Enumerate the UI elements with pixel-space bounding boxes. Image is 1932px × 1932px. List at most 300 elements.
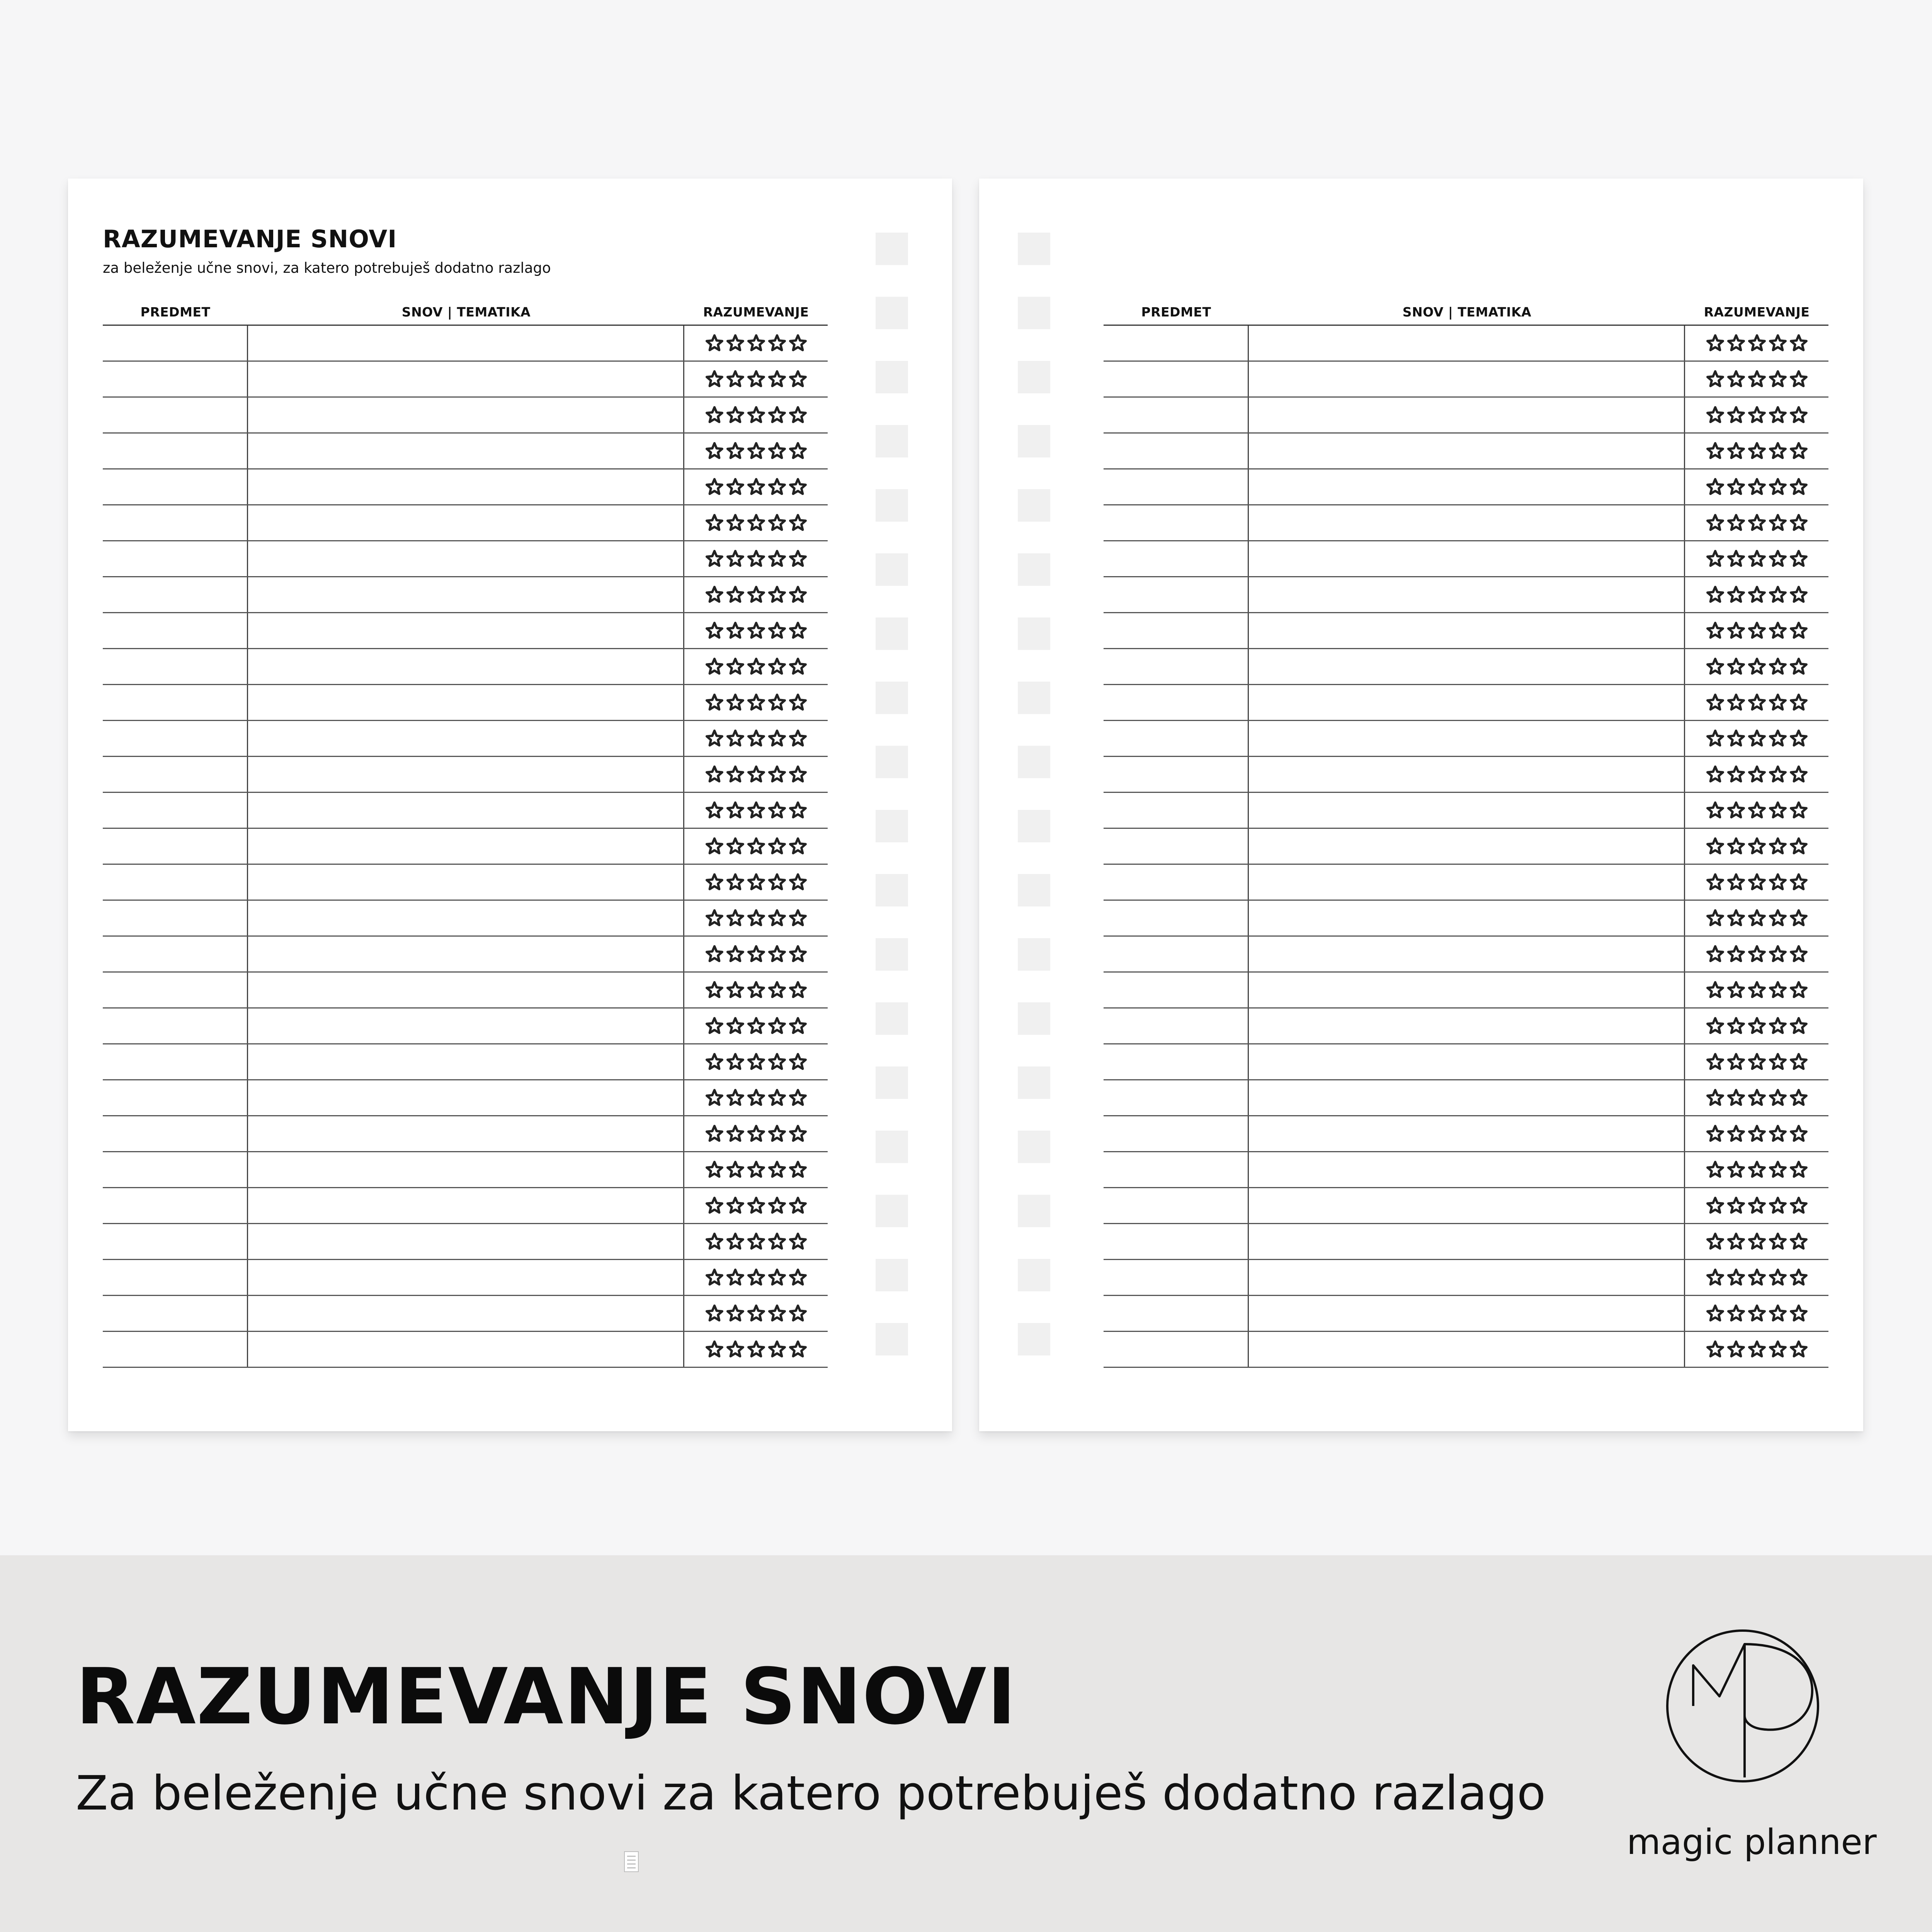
star-outline-icon[interactable]	[768, 765, 786, 784]
star-outline-icon[interactable]	[1727, 406, 1745, 424]
star-outline-icon[interactable]	[1748, 765, 1766, 784]
topic-cell[interactable]	[248, 613, 684, 648]
star-outline-icon[interactable]	[1706, 549, 1725, 568]
topic-cell[interactable]	[248, 1332, 684, 1367]
subject-cell[interactable]	[1104, 1296, 1249, 1331]
star-outline-icon[interactable]	[1706, 1340, 1725, 1359]
topic-cell[interactable]	[1249, 398, 1685, 432]
star-outline-icon[interactable]	[726, 478, 745, 496]
topic-cell[interactable]	[1249, 829, 1685, 864]
star-outline-icon[interactable]	[768, 657, 786, 676]
star-outline-icon[interactable]	[747, 585, 765, 604]
star-outline-icon[interactable]	[1748, 945, 1766, 963]
star-outline-icon[interactable]	[1789, 1232, 1808, 1251]
subject-cell[interactable]	[1104, 793, 1249, 828]
subject-cell[interactable]	[1104, 577, 1249, 612]
subject-cell[interactable]	[103, 326, 248, 361]
side-tab[interactable]	[1018, 553, 1050, 586]
star-outline-icon[interactable]	[705, 1160, 724, 1179]
star-outline-icon[interactable]	[1727, 442, 1745, 460]
star-outline-icon[interactable]	[1706, 1268, 1725, 1287]
topic-cell[interactable]	[1249, 1044, 1685, 1079]
topic-cell[interactable]	[1249, 721, 1685, 756]
star-outline-icon[interactable]	[1789, 585, 1808, 604]
side-tab[interactable]	[876, 1002, 908, 1035]
subject-cell[interactable]	[103, 1080, 248, 1115]
star-outline-icon[interactable]	[1727, 981, 1745, 999]
subject-cell[interactable]	[103, 541, 248, 576]
star-outline-icon[interactable]	[1748, 1124, 1766, 1143]
star-outline-icon[interactable]	[1748, 1304, 1766, 1323]
star-outline-icon[interactable]	[1748, 693, 1766, 712]
star-outline-icon[interactable]	[747, 873, 765, 891]
subject-cell[interactable]	[103, 757, 248, 792]
star-outline-icon[interactable]	[705, 873, 724, 891]
topic-cell[interactable]	[1249, 577, 1685, 612]
star-outline-icon[interactable]	[726, 1017, 745, 1035]
star-outline-icon[interactable]	[726, 693, 745, 712]
star-outline-icon[interactable]	[789, 621, 807, 640]
subject-cell[interactable]	[103, 1009, 248, 1043]
star-outline-icon[interactable]	[705, 657, 724, 676]
star-outline-icon[interactable]	[726, 1160, 745, 1179]
star-outline-icon[interactable]	[1769, 1340, 1787, 1359]
star-outline-icon[interactable]	[726, 1232, 745, 1251]
star-outline-icon[interactable]	[1769, 334, 1787, 352]
topic-cell[interactable]	[1249, 1188, 1685, 1223]
star-outline-icon[interactable]	[1769, 873, 1787, 891]
star-outline-icon[interactable]	[1727, 1196, 1745, 1215]
star-outline-icon[interactable]	[768, 873, 786, 891]
star-outline-icon[interactable]	[1706, 442, 1725, 460]
subject-cell[interactable]	[103, 1296, 248, 1331]
star-outline-icon[interactable]	[726, 873, 745, 891]
subject-cell[interactable]	[1104, 434, 1249, 468]
star-outline-icon[interactable]	[1769, 406, 1787, 424]
topic-cell[interactable]	[1249, 505, 1685, 540]
topic-cell[interactable]	[248, 1116, 684, 1151]
topic-cell[interactable]	[248, 829, 684, 864]
star-outline-icon[interactable]	[789, 981, 807, 999]
star-outline-icon[interactable]	[705, 1017, 724, 1035]
star-outline-icon[interactable]	[768, 370, 786, 388]
star-outline-icon[interactable]	[789, 549, 807, 568]
star-outline-icon[interactable]	[789, 729, 807, 748]
side-tab[interactable]	[876, 682, 908, 714]
star-outline-icon[interactable]	[768, 442, 786, 460]
star-outline-icon[interactable]	[705, 981, 724, 999]
star-outline-icon[interactable]	[789, 1268, 807, 1287]
star-outline-icon[interactable]	[726, 1088, 745, 1107]
star-outline-icon[interactable]	[768, 406, 786, 424]
topic-cell[interactable]	[1249, 685, 1685, 720]
star-outline-icon[interactable]	[705, 478, 724, 496]
star-outline-icon[interactable]	[1789, 729, 1808, 748]
side-tab[interactable]	[876, 553, 908, 586]
star-outline-icon[interactable]	[747, 837, 765, 855]
star-outline-icon[interactable]	[789, 837, 807, 855]
star-outline-icon[interactable]	[768, 1304, 786, 1323]
subject-cell[interactable]	[103, 434, 248, 468]
subject-cell[interactable]	[103, 1044, 248, 1079]
subject-cell[interactable]	[1104, 1116, 1249, 1151]
star-outline-icon[interactable]	[1748, 1268, 1766, 1287]
topic-cell[interactable]	[1249, 937, 1685, 971]
star-outline-icon[interactable]	[1706, 1053, 1725, 1071]
star-outline-icon[interactable]	[1727, 945, 1745, 963]
star-outline-icon[interactable]	[1727, 873, 1745, 891]
star-outline-icon[interactable]	[1727, 729, 1745, 748]
subject-cell[interactable]	[1104, 398, 1249, 432]
topic-cell[interactable]	[1249, 613, 1685, 648]
star-outline-icon[interactable]	[705, 1053, 724, 1071]
star-outline-icon[interactable]	[705, 406, 724, 424]
star-outline-icon[interactable]	[1706, 729, 1725, 748]
subject-cell[interactable]	[1104, 865, 1249, 900]
star-outline-icon[interactable]	[747, 1232, 765, 1251]
star-outline-icon[interactable]	[1706, 406, 1725, 424]
subject-cell[interactable]	[103, 793, 248, 828]
topic-cell[interactable]	[248, 1152, 684, 1187]
star-outline-icon[interactable]	[726, 514, 745, 532]
star-outline-icon[interactable]	[1769, 693, 1787, 712]
topic-cell[interactable]	[1249, 793, 1685, 828]
star-outline-icon[interactable]	[1748, 873, 1766, 891]
star-outline-icon[interactable]	[726, 1268, 745, 1287]
star-outline-icon[interactable]	[1748, 334, 1766, 352]
side-tab[interactable]	[876, 425, 908, 457]
star-outline-icon[interactable]	[789, 1017, 807, 1035]
star-outline-icon[interactable]	[1789, 657, 1808, 676]
star-outline-icon[interactable]	[1769, 1124, 1787, 1143]
side-tab[interactable]	[1018, 1259, 1050, 1291]
star-outline-icon[interactable]	[1727, 1124, 1745, 1143]
topic-cell[interactable]	[1249, 1260, 1685, 1295]
topic-cell[interactable]	[248, 1296, 684, 1331]
star-outline-icon[interactable]	[789, 945, 807, 963]
topic-cell[interactable]	[248, 1188, 684, 1223]
star-outline-icon[interactable]	[1727, 1304, 1745, 1323]
star-outline-icon[interactable]	[1789, 693, 1808, 712]
star-outline-icon[interactable]	[747, 621, 765, 640]
topic-cell[interactable]	[1249, 1009, 1685, 1043]
star-outline-icon[interactable]	[726, 334, 745, 352]
subject-cell[interactable]	[1104, 1188, 1249, 1223]
star-outline-icon[interactable]	[705, 621, 724, 640]
star-outline-icon[interactable]	[1789, 909, 1808, 927]
star-outline-icon[interactable]	[768, 801, 786, 820]
star-outline-icon[interactable]	[747, 334, 765, 352]
star-outline-icon[interactable]	[1748, 514, 1766, 532]
star-outline-icon[interactable]	[789, 1088, 807, 1107]
side-tab[interactable]	[1018, 297, 1050, 329]
subject-cell[interactable]	[1104, 1224, 1249, 1259]
star-outline-icon[interactable]	[747, 729, 765, 748]
star-outline-icon[interactable]	[726, 621, 745, 640]
star-outline-icon[interactable]	[768, 478, 786, 496]
star-outline-icon[interactable]	[1789, 442, 1808, 460]
star-outline-icon[interactable]	[1769, 1304, 1787, 1323]
subject-cell[interactable]	[103, 901, 248, 935]
subject-cell[interactable]	[1104, 362, 1249, 396]
star-outline-icon[interactable]	[1769, 1160, 1787, 1179]
star-outline-icon[interactable]	[789, 1053, 807, 1071]
star-outline-icon[interactable]	[1789, 621, 1808, 640]
star-outline-icon[interactable]	[1748, 585, 1766, 604]
topic-cell[interactable]	[248, 649, 684, 684]
star-outline-icon[interactable]	[1789, 945, 1808, 963]
star-outline-icon[interactable]	[747, 370, 765, 388]
star-outline-icon[interactable]	[1789, 1053, 1808, 1071]
star-outline-icon[interactable]	[1789, 514, 1808, 532]
star-outline-icon[interactable]	[705, 370, 724, 388]
star-outline-icon[interactable]	[1727, 693, 1745, 712]
side-tab[interactable]	[876, 810, 908, 842]
topic-cell[interactable]	[1249, 757, 1685, 792]
star-outline-icon[interactable]	[789, 765, 807, 784]
star-outline-icon[interactable]	[1789, 765, 1808, 784]
star-outline-icon[interactable]	[1706, 909, 1725, 927]
star-outline-icon[interactable]	[726, 801, 745, 820]
star-outline-icon[interactable]	[768, 1160, 786, 1179]
star-outline-icon[interactable]	[1789, 1196, 1808, 1215]
topic-cell[interactable]	[248, 362, 684, 396]
subject-cell[interactable]	[1104, 1332, 1249, 1367]
topic-cell[interactable]	[1249, 541, 1685, 576]
star-outline-icon[interactable]	[789, 693, 807, 712]
side-tab[interactable]	[1018, 233, 1050, 265]
star-outline-icon[interactable]	[1748, 1196, 1766, 1215]
star-outline-icon[interactable]	[1789, 873, 1808, 891]
subject-cell[interactable]	[1104, 829, 1249, 864]
side-tab[interactable]	[876, 874, 908, 906]
topic-cell[interactable]	[1249, 326, 1685, 361]
side-tab[interactable]	[1018, 1323, 1050, 1355]
star-outline-icon[interactable]	[747, 1053, 765, 1071]
star-outline-icon[interactable]	[1727, 765, 1745, 784]
subject-cell[interactable]	[103, 1152, 248, 1187]
topic-cell[interactable]	[248, 757, 684, 792]
subject-cell[interactable]	[1104, 973, 1249, 1007]
star-outline-icon[interactable]	[1748, 406, 1766, 424]
star-outline-icon[interactable]	[1748, 1088, 1766, 1107]
star-outline-icon[interactable]	[768, 1232, 786, 1251]
side-tab[interactable]	[876, 1195, 908, 1227]
topic-cell[interactable]	[248, 973, 684, 1007]
star-outline-icon[interactable]	[726, 765, 745, 784]
subject-cell[interactable]	[1104, 613, 1249, 648]
topic-cell[interactable]	[248, 937, 684, 971]
star-outline-icon[interactable]	[705, 1124, 724, 1143]
star-outline-icon[interactable]	[1727, 657, 1745, 676]
star-outline-icon[interactable]	[747, 693, 765, 712]
star-outline-icon[interactable]	[1706, 693, 1725, 712]
star-outline-icon[interactable]	[1748, 1340, 1766, 1359]
star-outline-icon[interactable]	[1769, 837, 1787, 855]
subject-cell[interactable]	[103, 865, 248, 900]
star-outline-icon[interactable]	[1727, 370, 1745, 388]
star-outline-icon[interactable]	[768, 945, 786, 963]
star-outline-icon[interactable]	[1769, 1017, 1787, 1035]
star-outline-icon[interactable]	[1769, 1053, 1787, 1071]
star-outline-icon[interactable]	[1748, 729, 1766, 748]
star-outline-icon[interactable]	[747, 909, 765, 927]
star-outline-icon[interactable]	[1789, 1124, 1808, 1143]
subject-cell[interactable]	[1104, 469, 1249, 504]
topic-cell[interactable]	[248, 865, 684, 900]
topic-cell[interactable]	[248, 541, 684, 576]
subject-cell[interactable]	[1104, 937, 1249, 971]
subject-cell[interactable]	[1104, 326, 1249, 361]
star-outline-icon[interactable]	[1706, 945, 1725, 963]
star-outline-icon[interactable]	[1769, 370, 1787, 388]
star-outline-icon[interactable]	[1727, 1017, 1745, 1035]
star-outline-icon[interactable]	[1727, 621, 1745, 640]
star-outline-icon[interactable]	[747, 1017, 765, 1035]
star-outline-icon[interactable]	[1769, 442, 1787, 460]
star-outline-icon[interactable]	[1769, 1232, 1787, 1251]
star-outline-icon[interactable]	[747, 549, 765, 568]
star-outline-icon[interactable]	[1748, 981, 1766, 999]
star-outline-icon[interactable]	[747, 1088, 765, 1107]
star-outline-icon[interactable]	[747, 981, 765, 999]
star-outline-icon[interactable]	[726, 549, 745, 568]
star-outline-icon[interactable]	[1769, 621, 1787, 640]
star-outline-icon[interactable]	[705, 1088, 724, 1107]
star-outline-icon[interactable]	[726, 1196, 745, 1215]
star-outline-icon[interactable]	[1727, 1268, 1745, 1287]
topic-cell[interactable]	[248, 1044, 684, 1079]
topic-cell[interactable]	[1249, 1224, 1685, 1259]
star-outline-icon[interactable]	[1727, 801, 1745, 820]
star-outline-icon[interactable]	[726, 945, 745, 963]
star-outline-icon[interactable]	[1769, 1268, 1787, 1287]
star-outline-icon[interactable]	[768, 334, 786, 352]
star-outline-icon[interactable]	[705, 729, 724, 748]
star-outline-icon[interactable]	[789, 406, 807, 424]
star-outline-icon[interactable]	[1789, 1268, 1808, 1287]
star-outline-icon[interactable]	[789, 370, 807, 388]
side-tab[interactable]	[1018, 1131, 1050, 1163]
star-outline-icon[interactable]	[768, 981, 786, 999]
star-outline-icon[interactable]	[768, 514, 786, 532]
topic-cell[interactable]	[1249, 1080, 1685, 1115]
topic-cell[interactable]	[1249, 1296, 1685, 1331]
star-outline-icon[interactable]	[768, 909, 786, 927]
subject-cell[interactable]	[103, 398, 248, 432]
star-outline-icon[interactable]	[1748, 1232, 1766, 1251]
side-tab[interactable]	[876, 746, 908, 778]
star-outline-icon[interactable]	[705, 945, 724, 963]
star-outline-icon[interactable]	[1769, 945, 1787, 963]
star-outline-icon[interactable]	[1789, 801, 1808, 820]
star-outline-icon[interactable]	[1706, 837, 1725, 855]
star-outline-icon[interactable]	[789, 657, 807, 676]
star-outline-icon[interactable]	[1769, 729, 1787, 748]
subject-cell[interactable]	[103, 469, 248, 504]
star-outline-icon[interactable]	[726, 657, 745, 676]
subject-cell[interactable]	[1104, 649, 1249, 684]
star-outline-icon[interactable]	[1789, 1304, 1808, 1323]
subject-cell[interactable]	[1104, 685, 1249, 720]
star-outline-icon[interactable]	[747, 1160, 765, 1179]
star-outline-icon[interactable]	[1706, 1196, 1725, 1215]
topic-cell[interactable]	[248, 398, 684, 432]
star-outline-icon[interactable]	[789, 334, 807, 352]
topic-cell[interactable]	[248, 434, 684, 468]
star-outline-icon[interactable]	[1748, 370, 1766, 388]
topic-cell[interactable]	[248, 721, 684, 756]
star-outline-icon[interactable]	[1727, 514, 1745, 532]
star-outline-icon[interactable]	[705, 909, 724, 927]
star-outline-icon[interactable]	[747, 801, 765, 820]
side-tab[interactable]	[876, 1259, 908, 1291]
star-outline-icon[interactable]	[705, 585, 724, 604]
star-outline-icon[interactable]	[1748, 1053, 1766, 1071]
subject-cell[interactable]	[103, 721, 248, 756]
star-outline-icon[interactable]	[1748, 621, 1766, 640]
side-tab[interactable]	[876, 617, 908, 650]
topic-cell[interactable]	[248, 685, 684, 720]
star-outline-icon[interactable]	[789, 1196, 807, 1215]
star-outline-icon[interactable]	[747, 514, 765, 532]
star-outline-icon[interactable]	[1706, 1160, 1725, 1179]
side-tab[interactable]	[1018, 617, 1050, 650]
star-outline-icon[interactable]	[705, 1232, 724, 1251]
star-outline-icon[interactable]	[1706, 1232, 1725, 1251]
side-tab[interactable]	[1018, 746, 1050, 778]
subject-cell[interactable]	[1104, 757, 1249, 792]
star-outline-icon[interactable]	[747, 1304, 765, 1323]
star-outline-icon[interactable]	[1789, 1340, 1808, 1359]
star-outline-icon[interactable]	[789, 585, 807, 604]
star-outline-icon[interactable]	[1727, 585, 1745, 604]
side-tab[interactable]	[876, 489, 908, 522]
star-outline-icon[interactable]	[768, 1124, 786, 1143]
star-outline-icon[interactable]	[1769, 1196, 1787, 1215]
star-outline-icon[interactable]	[1769, 549, 1787, 568]
star-outline-icon[interactable]	[726, 1340, 745, 1359]
side-tab[interactable]	[1018, 938, 1050, 971]
star-outline-icon[interactable]	[1748, 478, 1766, 496]
side-tab[interactable]	[1018, 489, 1050, 522]
star-outline-icon[interactable]	[1706, 1304, 1725, 1323]
star-outline-icon[interactable]	[705, 442, 724, 460]
star-outline-icon[interactable]	[1706, 801, 1725, 820]
star-outline-icon[interactable]	[768, 729, 786, 748]
topic-cell[interactable]	[1249, 434, 1685, 468]
star-outline-icon[interactable]	[1706, 621, 1725, 640]
star-outline-icon[interactable]	[705, 514, 724, 532]
side-tab[interactable]	[876, 233, 908, 265]
star-outline-icon[interactable]	[1706, 478, 1725, 496]
star-outline-icon[interactable]	[1748, 909, 1766, 927]
star-outline-icon[interactable]	[705, 549, 724, 568]
star-outline-icon[interactable]	[1789, 1160, 1808, 1179]
subject-cell[interactable]	[1104, 1152, 1249, 1187]
side-tab[interactable]	[1018, 810, 1050, 842]
star-outline-icon[interactable]	[726, 442, 745, 460]
star-outline-icon[interactable]	[1789, 334, 1808, 352]
star-outline-icon[interactable]	[747, 1196, 765, 1215]
subject-cell[interactable]	[103, 505, 248, 540]
subject-cell[interactable]	[1104, 721, 1249, 756]
side-tab[interactable]	[1018, 361, 1050, 393]
star-outline-icon[interactable]	[1769, 765, 1787, 784]
star-outline-icon[interactable]	[1727, 1232, 1745, 1251]
topic-cell[interactable]	[1249, 1116, 1685, 1151]
subject-cell[interactable]	[103, 685, 248, 720]
